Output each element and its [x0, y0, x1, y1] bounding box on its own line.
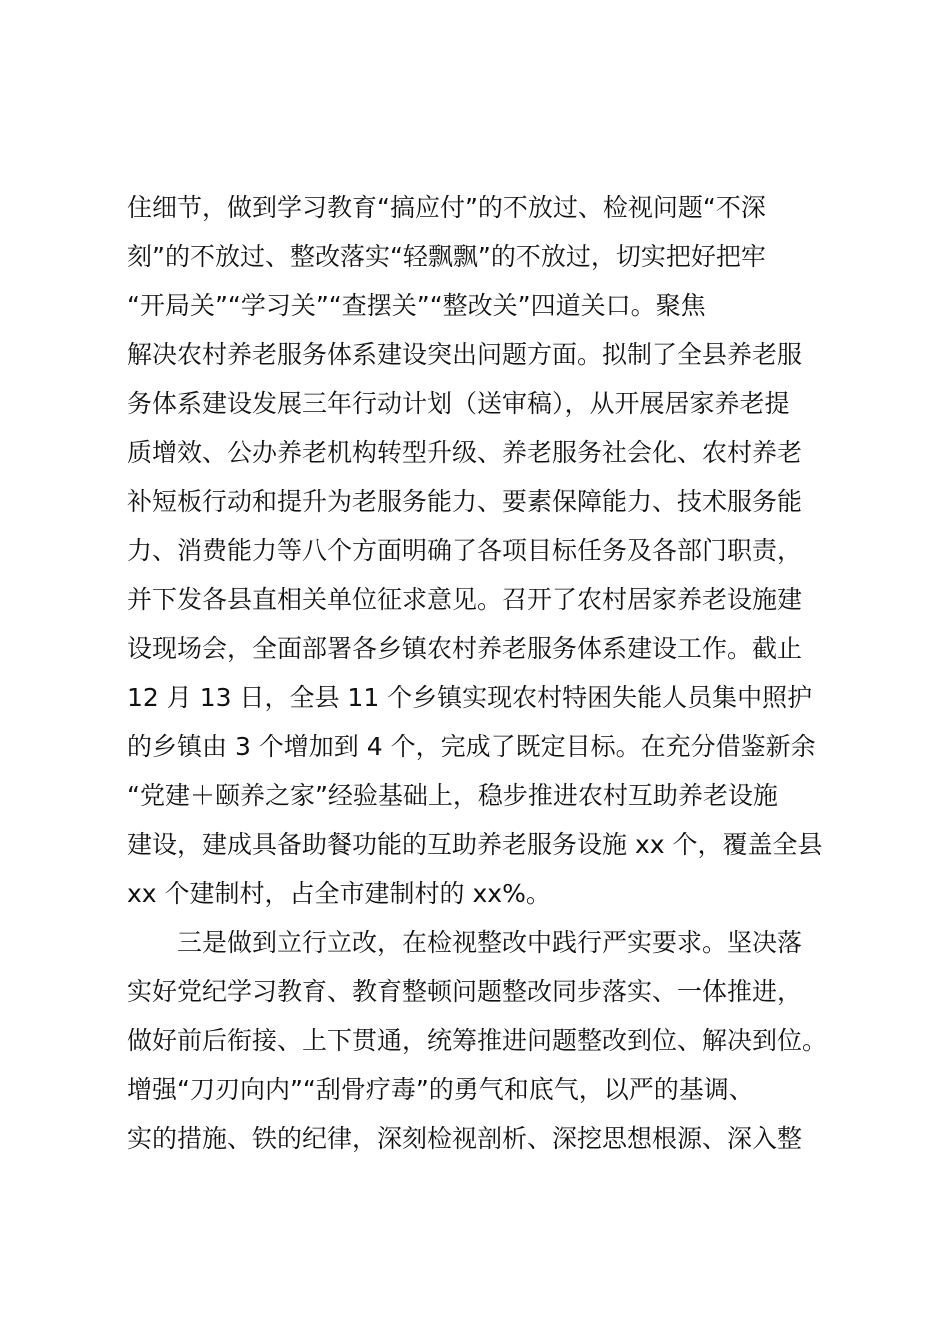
text-line: 的乡镇由 3 个增加到 4 个，完成了既定目标。在充分借鉴新余 — [127, 732, 816, 761]
text-line: 质增效、公办养老机构转型升级、养老服务社会化、农村养老 — [127, 438, 803, 467]
text-line: 并下发各县直相关单位征求意见。召开了农村居家养老设施建 — [127, 585, 803, 614]
text-line: 建设，建成具备助餐功能的互助养老服务设施 xx 个，覆盖全县 — [127, 830, 823, 859]
text-line: 住细节，做到学习教育“搞应付”的不放过、检视问题“不深 — [127, 193, 766, 222]
text-line: 解决农村养老服务体系建设突出问题方面。拟制了全县养老服 — [127, 340, 803, 369]
text-line: 刻”的不放过、整改落实“轻飘飘”的不放过，切实把好把牢 — [127, 242, 766, 271]
text-line: xx 个建制村，占全市建制村的 xx%。 — [127, 879, 551, 908]
text-line: 力、消费能力等八个方面明确了各项目标任务及各部门职责， — [127, 536, 803, 565]
text-line: “党建＋颐养之家”经验基础上，稳步推进农村互助养老设施 — [127, 781, 778, 810]
text-line: 做好前后衔接、上下贯通，统筹推进问题整改到位、解决到位。 — [127, 1026, 828, 1055]
text-line: 实好党纪学习教育、教育整顿问题整改同步落实、一体推进， — [127, 977, 803, 1006]
body-text — [127, 183, 837, 1163]
text-line: 补短板行动和提升为老服务能力、要素保障能力、技术服务能 — [127, 487, 803, 516]
text-line: 增强“刀刃向内”“刮骨疗毒”的勇气和底气，以严的基调、 — [127, 1075, 754, 1104]
text-line: 三是做到立行立改，在检视整改中践行严实要求。坚决落 — [127, 928, 803, 957]
text-line: 12 月 13 日，全县 11 个乡镇实现农村特困失能人员集中照护 — [127, 683, 813, 712]
text-line: 实的措施、铁的纪律，深刻检视剖析、深挖思想根源、深入整 — [127, 1124, 803, 1153]
text-line: 设现场会，全面部署各乡镇农村养老服务体系建设工作。截止 — [127, 634, 803, 663]
text-line: 务体系建设发展三年行动计划（送审稿），从开展居家养老提 — [127, 389, 790, 418]
text-line: “开局关”“学习关”“查摆关”“整改关”四道关口。聚焦 — [127, 291, 706, 320]
